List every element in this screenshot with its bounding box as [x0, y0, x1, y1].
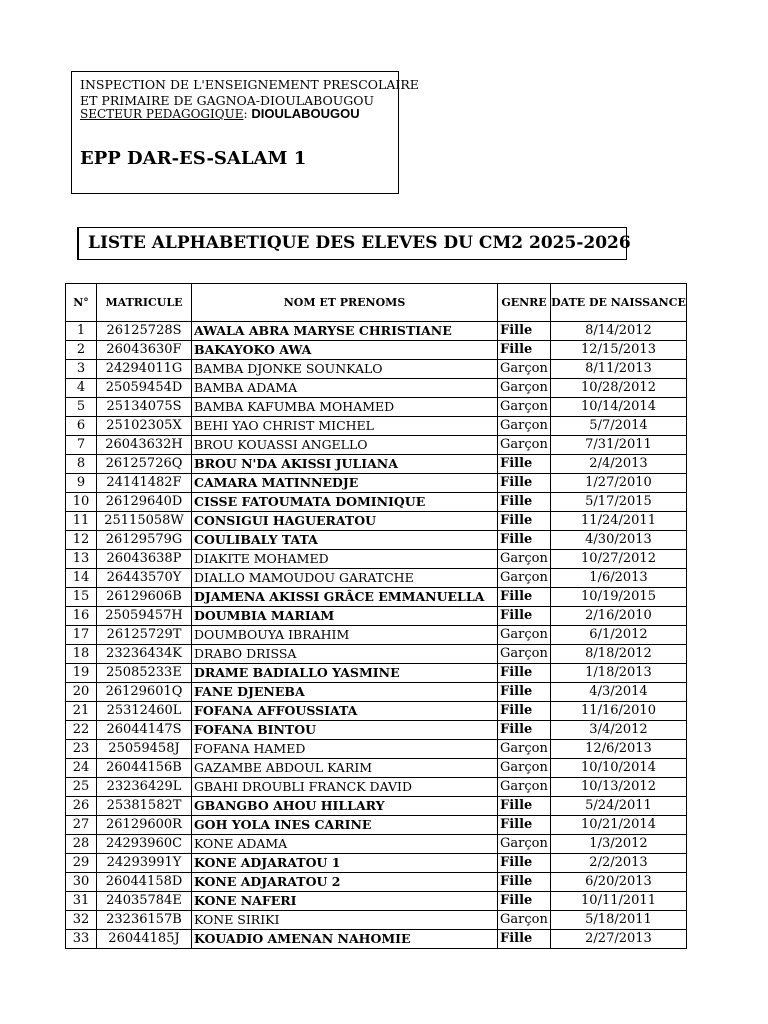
cell-birth-date: 12/6/2013	[551, 740, 687, 759]
cell-genre: Garçon	[498, 360, 551, 379]
table-row	[66, 588, 687, 607]
cell-name: KONE ADJARATOU 1	[192, 854, 498, 873]
table-row	[66, 322, 687, 341]
cell-genre: Fille	[498, 474, 551, 493]
cell-birth-date: 1/3/2012	[551, 835, 687, 854]
cell-matricule: 25059458J	[97, 740, 192, 759]
cell-genre: Fille	[498, 493, 551, 512]
cell-birth-date: 2/4/2013	[551, 455, 687, 474]
cell-matricule: 26044156B	[97, 759, 192, 778]
cell-matricule: 26125728S	[97, 322, 192, 341]
table-row	[66, 550, 687, 569]
list-title-box	[77, 227, 631, 260]
school-header-box	[71, 71, 419, 194]
cell-matricule: 26129579G	[97, 531, 192, 550]
cell-matricule: 26129600R	[97, 816, 192, 835]
table-row	[66, 835, 687, 854]
cell-number: 7	[66, 436, 97, 455]
cell-name: GOH YOLA INES CARINE	[192, 816, 498, 835]
cell-genre: Garçon	[498, 740, 551, 759]
cell-birth-date: 2/2/2013	[551, 854, 687, 873]
cell-name: KONE SIRIKI	[192, 911, 498, 930]
table-row	[66, 455, 687, 474]
table-row	[66, 379, 687, 398]
cell-name: FANE DJENEBA	[192, 683, 498, 702]
cell-genre: Fille	[498, 322, 551, 341]
cell-matricule: 25381582T	[97, 797, 192, 816]
cell-number: 31	[66, 892, 97, 911]
cell-genre: Fille	[498, 873, 551, 892]
table-row	[66, 398, 687, 417]
table-row	[66, 721, 687, 740]
cell-genre: Fille	[498, 607, 551, 626]
cell-number: 21	[66, 702, 97, 721]
cell-birth-date: 10/21/2014	[551, 816, 687, 835]
cell-birth-date: 11/16/2010	[551, 702, 687, 721]
table-row	[66, 417, 687, 436]
cell-matricule: 26125726Q	[97, 455, 192, 474]
table-row	[66, 702, 687, 721]
cell-name: DJAMENA AKISSI GRÂCE EMMANUELLA	[192, 588, 498, 607]
cell-number: 33	[66, 930, 97, 949]
table-row	[66, 531, 687, 550]
cell-genre: Garçon	[498, 778, 551, 797]
cell-genre: Garçon	[498, 911, 551, 930]
cell-birth-date: 8/18/2012	[551, 645, 687, 664]
cell-number: 12	[66, 531, 97, 550]
cell-number: 25	[66, 778, 97, 797]
cell-matricule: 24035784E	[97, 892, 192, 911]
cell-birth-date: 5/18/2011	[551, 911, 687, 930]
cell-birth-date: 2/27/2013	[551, 930, 687, 949]
cell-number: 32	[66, 911, 97, 930]
cell-matricule: 26044185J	[97, 930, 192, 949]
cell-genre: Fille	[498, 854, 551, 873]
cell-matricule: 26043630F	[97, 341, 192, 360]
cell-number: 17	[66, 626, 97, 645]
cell-birth-date: 10/13/2012	[551, 778, 687, 797]
cell-birth-date: 1/6/2013	[551, 569, 687, 588]
cell-matricule: 26443570Y	[97, 569, 192, 588]
table-row	[66, 512, 687, 531]
table-row	[66, 360, 687, 379]
cell-number: 26	[66, 797, 97, 816]
cell-name: DRABO DRISSA	[192, 645, 498, 664]
cell-birth-date: 5/7/2014	[551, 417, 687, 436]
cell-matricule: 25134075S	[97, 398, 192, 417]
table-row	[66, 816, 687, 835]
cell-birth-date: 10/19/2015	[551, 588, 687, 607]
cell-birth-date: 2/16/2010	[551, 607, 687, 626]
cell-name: BROU KOUASSI ANGELLO	[192, 436, 498, 455]
list-title: LISTE ALPHABETIQUE DES ELEVES DU CM2 2025-2026	[88, 233, 631, 253]
cell-number: 16	[66, 607, 97, 626]
table-row	[66, 740, 687, 759]
cell-name: FOFANA AFFOUSSIATA	[192, 702, 498, 721]
cell-name: CISSE FATOUMATA DOMINIQUE	[192, 493, 498, 512]
cell-birth-date: 1/18/2013	[551, 664, 687, 683]
cell-name: KONE NAFERI	[192, 892, 498, 911]
cell-genre: Fille	[498, 892, 551, 911]
cell-genre: Garçon	[498, 626, 551, 645]
header-matricule: MATRICULE	[97, 284, 192, 322]
table-header-row	[66, 284, 687, 322]
cell-number: 13	[66, 550, 97, 569]
cell-matricule: 26043638P	[97, 550, 192, 569]
header-birth-date: DATE DE NAISSANCE	[551, 284, 687, 322]
cell-matricule: 24141482F	[97, 474, 192, 493]
cell-name: BROU N'DA AKISSI JULIANA	[192, 455, 498, 474]
cell-birth-date: 8/14/2012	[551, 322, 687, 341]
cell-genre: Garçon	[498, 436, 551, 455]
cell-number: 15	[66, 588, 97, 607]
table-row	[66, 759, 687, 778]
cell-genre: Garçon	[498, 835, 551, 854]
cell-matricule: 26129606B	[97, 588, 192, 607]
cell-genre: Fille	[498, 531, 551, 550]
table-row	[66, 854, 687, 873]
cell-birth-date: 10/28/2012	[551, 379, 687, 398]
cell-name: BAKAYOKO AWA	[192, 341, 498, 360]
cell-birth-date: 5/24/2011	[551, 797, 687, 816]
cell-genre: Fille	[498, 664, 551, 683]
table-row	[66, 626, 687, 645]
cell-number: 24	[66, 759, 97, 778]
secteur-separator: :	[243, 107, 252, 121]
cell-matricule: 25059454D	[97, 379, 192, 398]
inspection-line-2: ET PRIMAIRE DE GAGNOA-DIOULABOUGOU	[80, 93, 375, 108]
cell-name: FOFANA BINTOU	[192, 721, 498, 740]
cell-genre: Garçon	[498, 550, 551, 569]
cell-name: BAMBA KAFUMBA MOHAMED	[192, 398, 498, 417]
cell-birth-date: 12/15/2013	[551, 341, 687, 360]
cell-number: 11	[66, 512, 97, 531]
cell-number: 19	[66, 664, 97, 683]
cell-matricule: 25312460L	[97, 702, 192, 721]
table-row	[66, 797, 687, 816]
cell-birth-date: 1/27/2010	[551, 474, 687, 493]
table-row	[66, 341, 687, 360]
cell-name: KONE ADJARATOU 2	[192, 873, 498, 892]
cell-name: BEHI YAO CHRIST MICHEL	[192, 417, 498, 436]
cell-genre: Fille	[498, 588, 551, 607]
cell-genre: Fille	[498, 512, 551, 531]
cell-name: KONE ADAMA	[192, 835, 498, 854]
cell-genre: Fille	[498, 721, 551, 740]
cell-matricule: 24293960C	[97, 835, 192, 854]
cell-birth-date: 3/4/2012	[551, 721, 687, 740]
cell-number: 20	[66, 683, 97, 702]
table-row	[66, 436, 687, 455]
cell-number: 22	[66, 721, 97, 740]
cell-matricule: 24294011G	[97, 360, 192, 379]
cell-genre: Fille	[498, 702, 551, 721]
cell-matricule: 26129640D	[97, 493, 192, 512]
cell-birth-date: 7/31/2011	[551, 436, 687, 455]
table-row	[66, 607, 687, 626]
cell-name: CONSIGUI HAGUERATOU	[192, 512, 498, 531]
cell-matricule: 23236157B	[97, 911, 192, 930]
cell-matricule: 25085233E	[97, 664, 192, 683]
cell-name: BAMBA ADAMA	[192, 379, 498, 398]
cell-matricule: 23236434K	[97, 645, 192, 664]
cell-genre: Garçon	[498, 398, 551, 417]
cell-number: 27	[66, 816, 97, 835]
header-name: NOM ET PRENOMS	[192, 284, 498, 322]
cell-name: DIALLO MAMOUDOU GARATCHE	[192, 569, 498, 588]
cell-number: 8	[66, 455, 97, 474]
cell-matricule: 26043632H	[97, 436, 192, 455]
cell-birth-date: 10/27/2012	[551, 550, 687, 569]
cell-genre: Fille	[498, 683, 551, 702]
cell-number: 6	[66, 417, 97, 436]
header-number: N°	[66, 284, 97, 322]
cell-name: GBANGBO AHOU HILLARY	[192, 797, 498, 816]
cell-number: 10	[66, 493, 97, 512]
cell-birth-date: 4/3/2014	[551, 683, 687, 702]
cell-name: AWALA ABRA MARYSE CHRISTIANE	[192, 322, 498, 341]
table-row	[66, 493, 687, 512]
cell-name: DIAKITE MOHAMED	[192, 550, 498, 569]
secteur-value: DIOULABOUGOU	[251, 106, 360, 121]
cell-matricule: 26044147S	[97, 721, 192, 740]
cell-birth-date: 5/17/2015	[551, 493, 687, 512]
cell-name: FOFANA HAMED	[192, 740, 498, 759]
header-genre: GENRE	[498, 284, 551, 322]
secteur-line	[80, 106, 360, 121]
cell-name: KOUADIO AMENAN NAHOMIE	[192, 930, 498, 949]
cell-genre: Fille	[498, 455, 551, 474]
cell-genre: Garçon	[498, 645, 551, 664]
table-row	[66, 645, 687, 664]
cell-name: BAMBA DJONKE SOUNKALO	[192, 360, 498, 379]
cell-birth-date: 4/30/2013	[551, 531, 687, 550]
cell-name: DOUMBIA MARIAM	[192, 607, 498, 626]
table-row	[66, 778, 687, 797]
cell-birth-date: 8/11/2013	[551, 360, 687, 379]
cell-matricule: 25115058W	[97, 512, 192, 531]
cell-number: 1	[66, 322, 97, 341]
cell-number: 5	[66, 398, 97, 417]
cell-number: 23	[66, 740, 97, 759]
cell-genre: Fille	[498, 797, 551, 816]
cell-number: 30	[66, 873, 97, 892]
table-row	[66, 474, 687, 493]
cell-matricule: 26129601Q	[97, 683, 192, 702]
cell-name: GAZAMBE ABDOUL KARIM	[192, 759, 498, 778]
cell-name: DOUMBOUYA IBRAHIM	[192, 626, 498, 645]
table-row	[66, 911, 687, 930]
cell-number: 14	[66, 569, 97, 588]
cell-genre: Garçon	[498, 379, 551, 398]
cell-name: DRAME BADIALLO YASMINE	[192, 664, 498, 683]
table-row	[66, 569, 687, 588]
cell-number: 4	[66, 379, 97, 398]
table-row	[66, 683, 687, 702]
cell-name: GBAHI DROUBLI FRANCK DAVID	[192, 778, 498, 797]
table-row	[66, 892, 687, 911]
cell-birth-date: 11/24/2011	[551, 512, 687, 531]
cell-birth-date: 10/10/2014	[551, 759, 687, 778]
school-name: EPP DAR-ES-SALAM 1	[80, 148, 307, 169]
inspection-line-1: INSPECTION DE L'ENSEIGNEMENT PRESCOLAIRE	[80, 77, 419, 92]
secteur-label: SECTEUR PEDAGOGIQUE	[80, 107, 244, 121]
cell-genre: Garçon	[498, 569, 551, 588]
cell-number: 29	[66, 854, 97, 873]
table-row	[66, 930, 687, 949]
cell-birth-date: 10/11/2011	[551, 892, 687, 911]
cell-genre: Fille	[498, 816, 551, 835]
cell-genre: Garçon	[498, 759, 551, 778]
cell-number: 3	[66, 360, 97, 379]
cell-number: 28	[66, 835, 97, 854]
cell-birth-date: 6/1/2012	[551, 626, 687, 645]
cell-matricule: 25059457H	[97, 607, 192, 626]
cell-name: CAMARA MATINNEDJE	[192, 474, 498, 493]
cell-genre: Garçon	[498, 417, 551, 436]
cell-matricule: 26125729T	[97, 626, 192, 645]
cell-name: COULIBALY TATA	[192, 531, 498, 550]
cell-number: 2	[66, 341, 97, 360]
cell-number: 9	[66, 474, 97, 493]
cell-genre: Fille	[498, 341, 551, 360]
cell-genre: Fille	[498, 930, 551, 949]
cell-birth-date: 6/20/2013	[551, 873, 687, 892]
cell-matricule: 24293991Y	[97, 854, 192, 873]
table-row	[66, 873, 687, 892]
cell-number: 18	[66, 645, 97, 664]
cell-matricule: 25102305X	[97, 417, 192, 436]
cell-matricule: 23236429L	[97, 778, 192, 797]
cell-matricule: 26044158D	[97, 873, 192, 892]
table-row	[66, 664, 687, 683]
students-table	[65, 283, 687, 949]
cell-birth-date: 10/14/2014	[551, 398, 687, 417]
